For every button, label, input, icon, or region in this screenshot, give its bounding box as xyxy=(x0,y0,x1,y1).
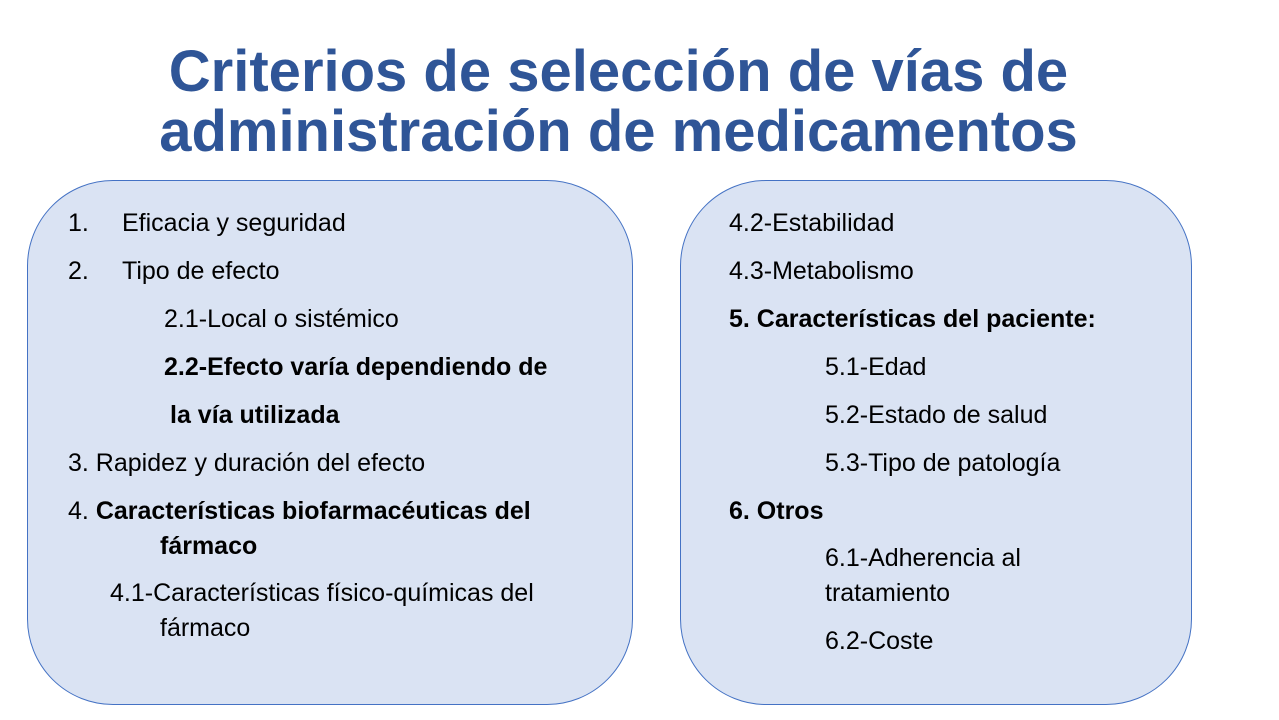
list-number-4: 4. xyxy=(68,497,89,525)
list-number-2: 2. xyxy=(68,257,89,285)
list-item-otros: 6. Otros xyxy=(729,497,824,525)
sub-item-2-1: 2.1-Local o sistémico xyxy=(164,305,399,333)
sub-item-5-3: 5.3-Tipo de patología xyxy=(825,449,1061,477)
title-line-1: Criterios de selección de vías de xyxy=(168,39,1069,104)
list-item-4-line-2: fármaco xyxy=(160,532,258,560)
sub-item-5-2: 5.2-Estado de salud xyxy=(825,401,1048,429)
list-item-4-line-1: Características biofarmacéuticas del xyxy=(95,497,531,525)
sub-item-6-1-line-2: tratamiento xyxy=(825,579,951,607)
sub-item-2-2-line-2: la vía utilizada xyxy=(170,401,340,429)
sub-item-4-1-line-1: 4.1-Características físico-químicas del xyxy=(110,579,534,607)
left-criteria-panel xyxy=(27,180,633,705)
slide-title xyxy=(0,39,1237,164)
list-number-1: 1. xyxy=(68,209,89,237)
sub-item-5-1: 5.1-Edad xyxy=(825,353,927,381)
list-item-caracteristicas-paciente: 5. Características del paciente: xyxy=(729,305,1096,333)
list-item-caracteristicas-farmaco xyxy=(68,496,531,526)
sub-item-4-2: 4.2-Estabilidad xyxy=(729,209,895,237)
right-criteria-panel xyxy=(680,180,1192,705)
sub-item-6-2: 6.2-Coste xyxy=(825,627,934,655)
sub-item-4-3: 4.3-Metabolismo xyxy=(729,257,914,285)
title-line-2: administración de medicamentos xyxy=(159,99,1078,164)
list-item-tipo-efecto: Tipo de efecto xyxy=(122,257,280,285)
list-item-eficacia: Eficacia y seguridad xyxy=(122,209,346,237)
list-item-rapidez: 3. Rapidez y duración del efecto xyxy=(68,449,426,477)
sub-item-2-2-line-1: 2.2-Efecto varía dependiendo de xyxy=(164,353,548,381)
sub-item-4-1-line-2: fármaco xyxy=(160,614,251,642)
sub-item-6-1-line-1: 6.1-Adherencia al xyxy=(825,544,1021,572)
